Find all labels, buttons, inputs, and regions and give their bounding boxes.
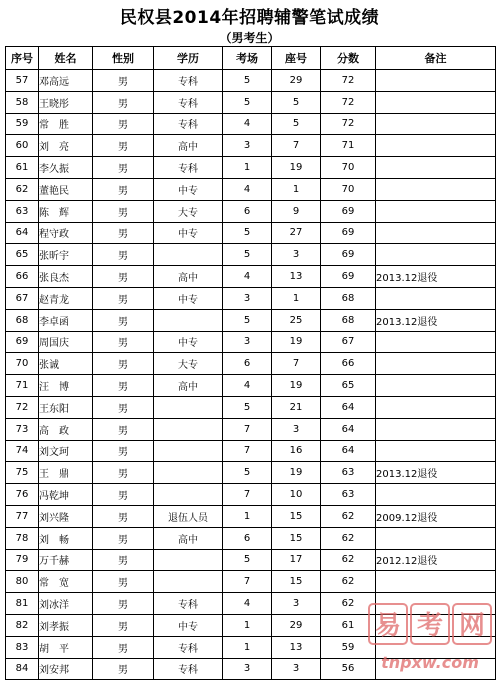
cell-gender: 男: [93, 178, 154, 200]
cell-name: 周国庆: [39, 331, 93, 353]
table-row: [6, 396, 496, 418]
cell-gender: 男: [93, 593, 154, 615]
cell-remarks: [376, 70, 496, 92]
cell-score: 62: [321, 527, 376, 549]
cell-education: [154, 440, 223, 462]
cell-gender: 男: [93, 200, 154, 222]
cell-exam-room: 5: [223, 309, 272, 331]
cell-score: 62: [321, 549, 376, 571]
cell-index: 63: [6, 200, 39, 222]
cell-index: 84: [6, 658, 39, 680]
cell-exam-room: 5: [223, 70, 272, 92]
cell-education: [154, 462, 223, 484]
cell-education: 中专: [154, 331, 223, 353]
cell-seat: 21: [272, 396, 321, 418]
cell-index: 79: [6, 549, 39, 571]
cell-gender: 男: [93, 157, 154, 179]
cell-remarks: 2013.12退役: [376, 266, 496, 288]
cell-gender: 男: [93, 91, 154, 113]
header-remarks: 备注: [376, 47, 496, 70]
cell-score: 69: [321, 266, 376, 288]
cell-gender: 男: [93, 440, 154, 462]
cell-name: 邓高远: [39, 70, 93, 92]
cell-gender: 男: [93, 353, 154, 375]
cell-gender: 男: [93, 571, 154, 593]
cell-gender: 男: [93, 527, 154, 549]
cell-index: 65: [6, 244, 39, 266]
cell-name: 万千赫: [39, 549, 93, 571]
cell-name: 高 政: [39, 418, 93, 440]
cell-exam-room: 5: [223, 549, 272, 571]
cell-exam-room: 4: [223, 375, 272, 397]
table-row: [6, 658, 496, 680]
table-row: [6, 484, 496, 506]
table-row: [6, 113, 496, 135]
cell-education: 专科: [154, 157, 223, 179]
score-table: [5, 46, 496, 680]
cell-exam-room: 1: [223, 157, 272, 179]
cell-index: 80: [6, 571, 39, 593]
header-exam-room: 考场: [223, 47, 272, 70]
watermark-char-3: 网: [458, 611, 486, 641]
cell-index: 64: [6, 222, 39, 244]
cell-exam-room: 5: [223, 396, 272, 418]
cell-seat: 3: [272, 418, 321, 440]
cell-seat: 25: [272, 309, 321, 331]
cell-name: 张诚: [39, 353, 93, 375]
cell-name: 刘 亮: [39, 135, 93, 157]
cell-gender: 男: [93, 70, 154, 92]
cell-exam-room: 4: [223, 113, 272, 135]
cell-education: 高中: [154, 375, 223, 397]
cell-exam-room: 1: [223, 505, 272, 527]
cell-name: 刘冰洋: [39, 593, 93, 615]
cell-score: 63: [321, 462, 376, 484]
cell-score: 69: [321, 244, 376, 266]
cell-remarks: 2013.12退役: [376, 309, 496, 331]
cell-education: [154, 484, 223, 506]
cell-index: 77: [6, 505, 39, 527]
table-row: [6, 244, 496, 266]
cell-remarks: [376, 200, 496, 222]
cell-remarks: [376, 113, 496, 135]
table-row: [6, 353, 496, 375]
cell-name: 汪 博: [39, 375, 93, 397]
cell-score: 71: [321, 135, 376, 157]
cell-education: 中专: [154, 287, 223, 309]
header-seat: 座号: [272, 47, 321, 70]
cell-gender: 男: [93, 614, 154, 636]
cell-education: 中专: [154, 614, 223, 636]
cell-exam-room: 6: [223, 353, 272, 375]
cell-exam-room: 7: [223, 418, 272, 440]
cell-remarks: [376, 353, 496, 375]
cell-remarks: [376, 484, 496, 506]
table-body: [6, 70, 496, 680]
cell-gender: 男: [93, 418, 154, 440]
cell-index: 61: [6, 157, 39, 179]
cell-index: 81: [6, 593, 39, 615]
cell-education: 专科: [154, 70, 223, 92]
table-row: [6, 614, 496, 636]
table-row: [6, 135, 496, 157]
cell-index: 76: [6, 484, 39, 506]
cell-name: 张良杰: [39, 266, 93, 288]
cell-name: 李卓函: [39, 309, 93, 331]
cell-seat: 3: [272, 244, 321, 266]
cell-index: 74: [6, 440, 39, 462]
cell-exam-room: 4: [223, 178, 272, 200]
cell-score: 68: [321, 287, 376, 309]
cell-education: 专科: [154, 91, 223, 113]
table-row: [6, 418, 496, 440]
cell-name: 刘文珂: [39, 440, 93, 462]
page-subtitle: （男考生）: [219, 31, 280, 45]
header-gender: 性别: [93, 47, 154, 70]
cell-seat: 1: [272, 287, 321, 309]
cell-remarks: [376, 222, 496, 244]
cell-remarks: [376, 593, 496, 615]
table-row: [6, 70, 496, 92]
cell-score: 62: [321, 593, 376, 615]
cell-index: 59: [6, 113, 39, 135]
cell-gender: 男: [93, 484, 154, 506]
cell-gender: 男: [93, 396, 154, 418]
cell-name: 王晓彤: [39, 91, 93, 113]
cell-name: 刘兴隆: [39, 505, 93, 527]
cell-exam-room: 1: [223, 614, 272, 636]
cell-gender: 男: [93, 135, 154, 157]
table-row: [6, 636, 496, 658]
cell-seat: 7: [272, 353, 321, 375]
cell-index: 72: [6, 396, 39, 418]
cell-education: [154, 549, 223, 571]
cell-remarks: [376, 157, 496, 179]
cell-seat: 29: [272, 70, 321, 92]
cell-score: 69: [321, 200, 376, 222]
cell-seat: 27: [272, 222, 321, 244]
cell-index: 69: [6, 331, 39, 353]
cell-score: 63: [321, 484, 376, 506]
cell-remarks: 2013.12退役: [376, 462, 496, 484]
cell-education: 退伍人员: [154, 505, 223, 527]
cell-score: 69: [321, 222, 376, 244]
watermark-char-2: 考: [416, 611, 444, 641]
cell-education: 大专: [154, 200, 223, 222]
table-row: [6, 91, 496, 113]
cell-seat: 10: [272, 484, 321, 506]
cell-exam-room: 6: [223, 527, 272, 549]
table-row: [6, 331, 496, 353]
cell-education: 专科: [154, 113, 223, 135]
cell-seat: 19: [272, 331, 321, 353]
table-row: [6, 157, 496, 179]
cell-name: 董艳民: [39, 178, 93, 200]
cell-seat: 17: [272, 549, 321, 571]
table-header-row: [6, 47, 496, 70]
cell-seat: 3: [272, 593, 321, 615]
table-row: [6, 178, 496, 200]
cell-score: 68: [321, 309, 376, 331]
cell-score: 70: [321, 178, 376, 200]
cell-education: 中专: [154, 222, 223, 244]
cell-exam-room: 3: [223, 658, 272, 680]
cell-exam-room: 4: [223, 593, 272, 615]
cell-seat: 15: [272, 505, 321, 527]
table-row: [6, 375, 496, 397]
cell-education: [154, 571, 223, 593]
cell-score: 72: [321, 113, 376, 135]
cell-score: 72: [321, 91, 376, 113]
cell-exam-room: 7: [223, 484, 272, 506]
cell-remarks: [376, 440, 496, 462]
cell-seat: 9: [272, 200, 321, 222]
cell-index: 60: [6, 135, 39, 157]
cell-seat: 19: [272, 157, 321, 179]
cell-score: 66: [321, 353, 376, 375]
cell-remarks: 2009.12退役: [376, 505, 496, 527]
cell-name: 刘 畅: [39, 527, 93, 549]
header-index: 序号: [6, 47, 39, 70]
cell-education: [154, 396, 223, 418]
watermark-char-1: 易: [374, 611, 402, 641]
table-row: [6, 571, 496, 593]
cell-remarks: [376, 375, 496, 397]
cell-index: 71: [6, 375, 39, 397]
cell-score: 67: [321, 331, 376, 353]
cell-score: 62: [321, 505, 376, 527]
table-row: [6, 593, 496, 615]
cell-score: 64: [321, 440, 376, 462]
cell-index: 82: [6, 614, 39, 636]
cell-remarks: [376, 244, 496, 266]
cell-index: 66: [6, 266, 39, 288]
cell-exam-room: 7: [223, 571, 272, 593]
cell-gender: 男: [93, 375, 154, 397]
table-row: [6, 527, 496, 549]
cell-exam-room: 5: [223, 222, 272, 244]
cell-exam-room: 7: [223, 440, 272, 462]
cell-gender: 男: [93, 549, 154, 571]
cell-gender: 男: [93, 462, 154, 484]
cell-index: 73: [6, 418, 39, 440]
cell-remarks: [376, 396, 496, 418]
cell-education: [154, 418, 223, 440]
page-title: 民权县2014年招聘辅警笔试成绩: [119, 8, 380, 28]
table-row: [6, 266, 496, 288]
cell-remarks: 2012.12退役: [376, 549, 496, 571]
cell-name: 刘安邦: [39, 658, 93, 680]
cell-score: 64: [321, 396, 376, 418]
cell-index: 67: [6, 287, 39, 309]
cell-score: 72: [321, 70, 376, 92]
cell-index: 58: [6, 91, 39, 113]
cell-gender: 男: [93, 331, 154, 353]
cell-name: 刘孝振: [39, 614, 93, 636]
cell-seat: 19: [272, 375, 321, 397]
cell-exam-room: 3: [223, 135, 272, 157]
cell-score: 61: [321, 614, 376, 636]
cell-remarks: [376, 331, 496, 353]
cell-gender: 男: [93, 636, 154, 658]
cell-education: 高中: [154, 135, 223, 157]
cell-score: 59: [321, 636, 376, 658]
cell-score: 65: [321, 375, 376, 397]
header-education: 学历: [154, 47, 223, 70]
cell-exam-room: 1: [223, 636, 272, 658]
cell-name: 常 宽: [39, 571, 93, 593]
cell-remarks: [376, 418, 496, 440]
cell-seat: 7: [272, 135, 321, 157]
cell-index: 57: [6, 70, 39, 92]
cell-education: 大专: [154, 353, 223, 375]
cell-seat: 29: [272, 614, 321, 636]
cell-seat: 13: [272, 266, 321, 288]
cell-remarks: [376, 658, 496, 680]
cell-score: 62: [321, 571, 376, 593]
cell-index: 68: [6, 309, 39, 331]
cell-education: 中专: [154, 178, 223, 200]
table-row: [6, 440, 496, 462]
cell-exam-room: 5: [223, 91, 272, 113]
cell-name: 王 鼎: [39, 462, 93, 484]
cell-gender: 男: [93, 222, 154, 244]
cell-score: 70: [321, 157, 376, 179]
cell-index: 78: [6, 527, 39, 549]
cell-education: 专科: [154, 658, 223, 680]
table-row: [6, 462, 496, 484]
table-row: [6, 222, 496, 244]
cell-gender: 男: [93, 309, 154, 331]
watermark-domain: tnpxw.com: [381, 653, 479, 672]
cell-education: 专科: [154, 636, 223, 658]
cell-gender: 男: [93, 244, 154, 266]
cell-name: 胡 平: [39, 636, 93, 658]
cell-name: 常 胜: [39, 113, 93, 135]
cell-index: 62: [6, 178, 39, 200]
cell-seat: 3: [272, 658, 321, 680]
cell-seat: 15: [272, 527, 321, 549]
cell-education: 高中: [154, 527, 223, 549]
cell-name: 赵青龙: [39, 287, 93, 309]
cell-name: 冯乾坤: [39, 484, 93, 506]
cell-exam-room: 3: [223, 287, 272, 309]
cell-remarks: [376, 91, 496, 113]
cell-gender: 男: [93, 287, 154, 309]
cell-remarks: [376, 527, 496, 549]
cell-name: 李久振: [39, 157, 93, 179]
cell-gender: 男: [93, 266, 154, 288]
cell-index: 75: [6, 462, 39, 484]
cell-name: 程守政: [39, 222, 93, 244]
cell-name: 陈 辉: [39, 200, 93, 222]
cell-remarks: [376, 287, 496, 309]
cell-education: [154, 309, 223, 331]
header-name: 姓名: [39, 47, 93, 70]
cell-seat: 16: [272, 440, 321, 462]
cell-exam-room: 3: [223, 331, 272, 353]
cell-exam-room: 4: [223, 266, 272, 288]
cell-index: 70: [6, 353, 39, 375]
cell-seat: 5: [272, 113, 321, 135]
cell-remarks: [376, 636, 496, 658]
cell-index: 83: [6, 636, 39, 658]
table-row: [6, 287, 496, 309]
cell-seat: 1: [272, 178, 321, 200]
cell-seat: 13: [272, 636, 321, 658]
cell-education: 专科: [154, 593, 223, 615]
cell-exam-room: 5: [223, 244, 272, 266]
cell-remarks: [376, 614, 496, 636]
cell-exam-room: 5: [223, 462, 272, 484]
cell-remarks: [376, 178, 496, 200]
table-row: [6, 309, 496, 331]
cell-education: [154, 244, 223, 266]
cell-seat: 19: [272, 462, 321, 484]
cell-exam-room: 6: [223, 200, 272, 222]
cell-remarks: [376, 135, 496, 157]
cell-score: 56: [321, 658, 376, 680]
cell-name: 张昕宇: [39, 244, 93, 266]
cell-seat: 15: [272, 571, 321, 593]
table-row: [6, 505, 496, 527]
cell-remarks: [376, 571, 496, 593]
table-row: [6, 200, 496, 222]
cell-name: 王东阳: [39, 396, 93, 418]
cell-seat: 5: [272, 91, 321, 113]
cell-gender: 男: [93, 113, 154, 135]
cell-gender: 男: [93, 505, 154, 527]
table-row: [6, 549, 496, 571]
header-score: 分数: [321, 47, 376, 70]
cell-gender: 男: [93, 658, 154, 680]
cell-score: 64: [321, 418, 376, 440]
cell-education: 高中: [154, 266, 223, 288]
